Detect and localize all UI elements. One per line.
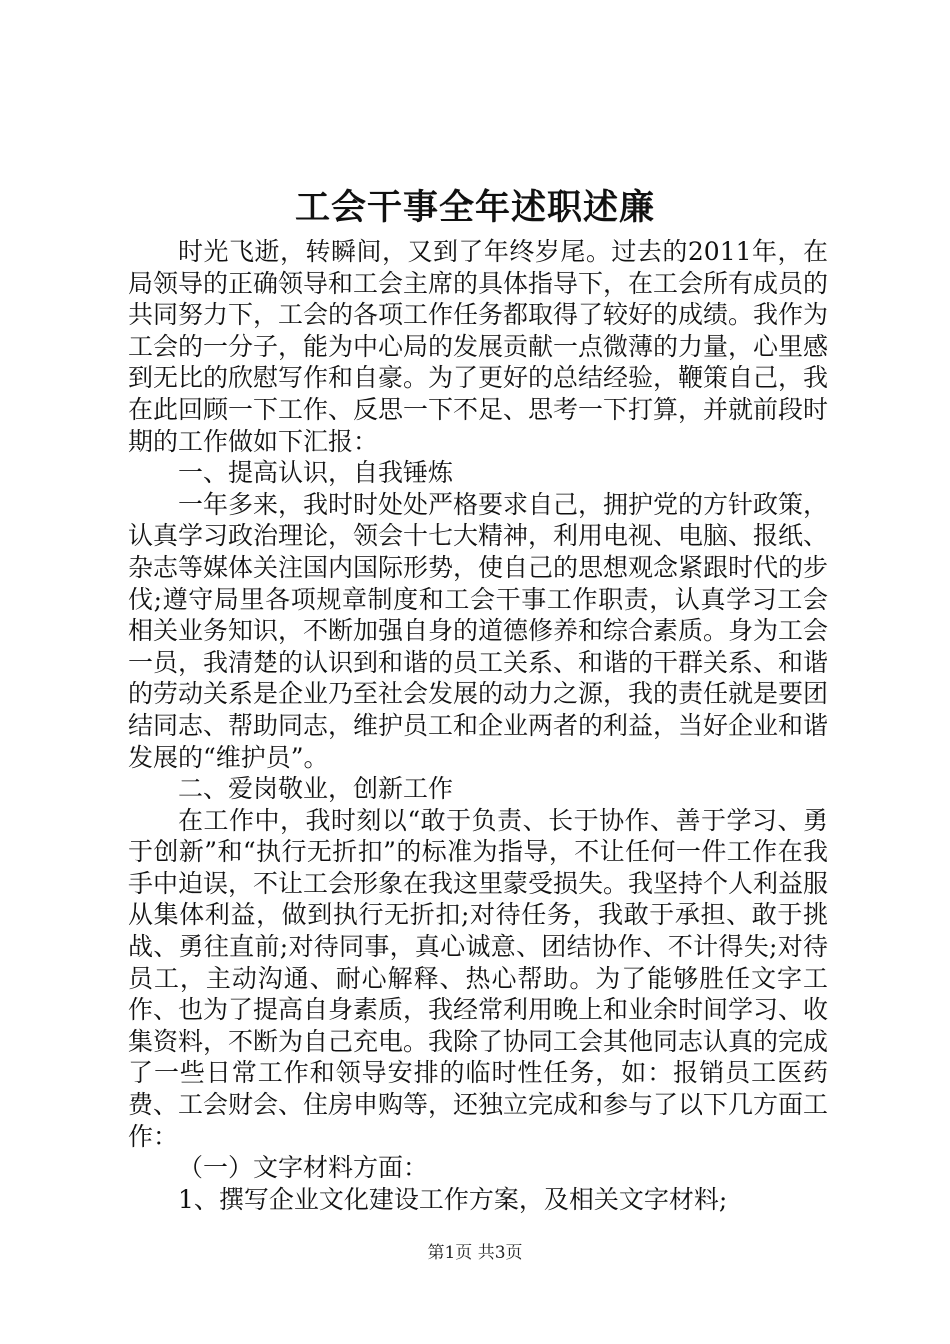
paragraph-section-1: 一年多来，我时时处处严格要求自己，拥护党的方针政策，认真学习政治理论，领会十七大精神，利用电视、电脑、报纸、杂志等媒体关注国内国际形势，使自己的思想观念紧跟时代的步伐;遵守局里各项规章制度和工会干事工作职责，认真学习工会相关业务知识，不断加强自身的道德修养和综合素质。身为工会一员，我清楚的认识到和谐的员工关系、和谐的干群关系、和谐的劳动关系是企业乃至社会发展的动力之源，我的责任就是要团结同志、帮助同志，维护员工和企业两者的利益，当好企业和谐发展的“维护员”。	[128, 489, 829, 772]
page-footer: 第1页 共3页	[427, 1243, 523, 1263]
section-heading-1: 一、提高认识，自我锤炼	[178, 458, 454, 488]
list-item-1: 1、撰写企业文化建设工作方案，及相关文字材料;	[178, 1184, 728, 1214]
document-body	[128, 236, 828, 1215]
document-title: 工会干事全年述职述廉	[294, 187, 655, 228]
section-heading-2: 二、爱岗敬业，创新工作	[178, 774, 454, 804]
paragraph-section-2: 在工作中，我时刻以“敢于负责、长于协作、善于学习、勇于创新”和“执行无折扣”的标准为指导，不让任何一件工作在我手中迫误，不让工会形象在我这里蒙受损失。我坚持个人利益服从集体利益，做到执行无折扣;对待任务，我敢于承担、敢于挑战、勇往直前;对待同事，真心诚意、团结协作、不计得失;对待员工，主动沟通、耐心解释、热心帮助。为了能够胜任文字工作、也为了提高自身素质，我经常利用晚上和业余时间学习、收集资料，不断为自己充电。我除了协同工会其他同志认真的完成了一些日常工作和领导安排的临时性任务，如：报销员工医药费、工会财会、住房申购等，还独立完成和参与了以下几方面工作：	[128, 805, 829, 1151]
paragraph-intro: 时光飞逝，转瞬间，又到了年终岁尾。过去的2011年，在局领导的正确领导和工会主席的具体指导下，在工会所有成员的共同努力下，工会的各项工作任务都取得了较好的成绩。我作为工会的一分子，能为中心局的发展贡献一点微薄的力量，心里感到无比的欣慰写作和自豪。为了更好的总结经验，鞭策自己，我在此回顾一下工作、反思一下不足、思考一下打算，并就前段时期的工作做如下汇报：	[128, 237, 829, 456]
subsection-heading-1: （一）文字材料方面：	[178, 1153, 429, 1183]
